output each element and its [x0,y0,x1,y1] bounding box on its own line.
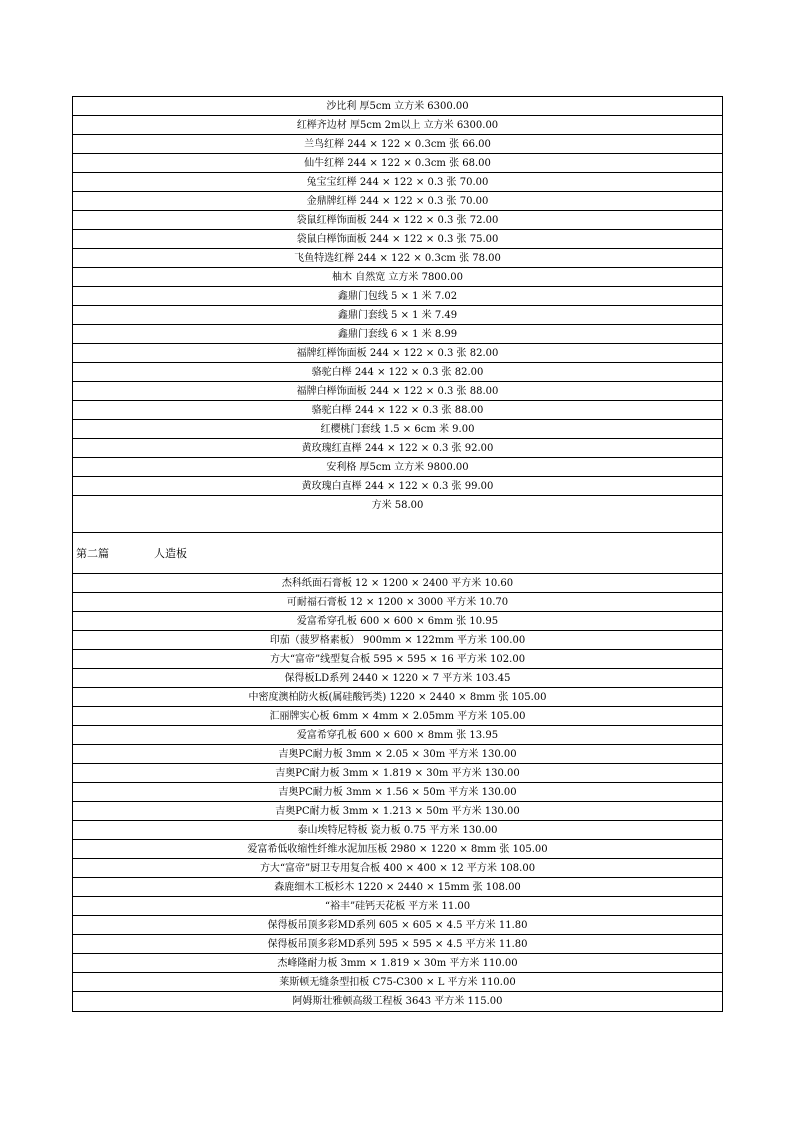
table-row: 泰山埃特尼特板 瓷力板 0.75 平方米 130.00 [73,821,722,840]
table-row: 福牌白榉饰面板 244 × 122 × 0.3 张 88.00 [73,382,722,401]
table-row: 汇丽牌实心板 6mm × 4mm × 2.05mm 平方米 105.00 [73,707,722,726]
table-row: 杰科纸面石膏板 12 × 1200 × 2400 平方米 10.60 [73,574,722,593]
blank-row [73,515,722,533]
table-row: 莱斯顿无缝条型扣板 C75-C300 × L 平方米 110.00 [73,973,722,992]
table-row: 红樱桃门套线 1.5 × 6cm 米 9.00 [73,420,722,439]
table-row: 吉奥PC耐力板 3mm × 2.05 × 30m 平方米 130.00 [73,745,722,764]
table-row: 红榉齐边材 厚5cm 2m以上 立方米 6300.00 [73,116,722,135]
table-row: 吉奥PC耐力板 3mm × 1.819 × 30m 平方米 130.00 [73,764,722,783]
table-row: 仙牛红榉 244 × 122 × 0.3cm 张 68.00 [73,154,722,173]
table-row: 黄玫瑰白直榉 244 × 122 × 0.3 张 99.00 [73,477,722,496]
table-row: 金鼎牌红榉 244 × 122 × 0.3 张 70.00 [73,192,722,211]
table-row: 袋鼠红榉饰面板 244 × 122 × 0.3 张 72.00 [73,211,722,230]
table-row: 飞鱼特选红榉 244 × 122 × 0.3cm 张 78.00 [73,249,722,268]
section-two-rows [73,574,722,1011]
table-row: 鑫鼎门套线 5 × 1 米 7.49 [73,306,722,325]
table-row: 印茄（菠罗格素板） 900mm × 122mm 平方米 100.00 [73,631,722,650]
table-row: “裕丰”硅钙天花板 平方米 11.00 [73,897,722,916]
table-row: 保得板LD系列 2440 × 1220 × 7 平方米 103.45 [73,669,722,688]
table-row: 吉奥PC耐力板 3mm × 1.56 × 50m 平方米 130.00 [73,783,722,802]
table-row: 袋鼠白榉饰面板 244 × 122 × 0.3 张 75.00 [73,230,722,249]
table-row: 中密度澳柏防火板(属硅酸钙类) 1220 × 2440 × 8mm 张 105.00 [73,688,722,707]
table-row: 方米 58.00 [371,500,424,511]
table-row: 杰峰隆耐力板 3mm × 1.819 × 30m 平方米 110.00 [73,954,722,973]
table-row: 沙比利 厚5cm 立方米 6300.00 [73,97,722,116]
table-row: 爱富希低收缩性纤维水泥加压板 2980 × 1220 × 8mm 张 105.00 [73,840,722,859]
price-table [72,96,723,1012]
table-row: 鑫鼎门包线 5 × 1 米 7.02 [73,287,722,306]
section-header [73,533,722,574]
table-row: 可耐福石膏板 12 × 1200 × 3000 平方米 10.70 [73,593,722,612]
table-row: 方大“富帝”厨卫专用复合板 400 × 400 × 12 平方米 108.00 [73,859,722,878]
table-row: 保得板吊顶多彩MD系列 605 × 605 × 4.5 平方米 11.80 [73,916,722,935]
table-row: 骆驼白榉 244 × 122 × 0.3 张 82.00 [73,363,722,382]
table-row: 福牌红榉饰面板 244 × 122 × 0.3 张 82.00 [73,344,722,363]
table-row: 爱富希穿孔板 600 × 600 × 8mm 张 13.95 [73,726,722,745]
table-row: 森鹿细木工板杉木 1220 × 2440 × 15mm 张 108.00 [73,878,722,897]
table-row: 安利格 厚5cm 立方米 9800.00 [73,458,722,477]
table-row: 黄玫瑰红直榉 244 × 122 × 0.3 张 92.00 [73,439,722,458]
table-row: 保得板吊顶多彩MD系列 595 × 595 × 4.5 平方米 11.80 [73,935,722,954]
section-title: 人造板 [154,547,187,560]
table-row: 兔宝宝红榉 244 × 122 × 0.3 张 70.00 [73,173,722,192]
section-number: 第二篇 [76,547,109,560]
table-row: 吉奥PC耐力板 3mm × 1.213 × 50m 平方米 130.00 [73,802,722,821]
table-row: 爱富希穿孔板 600 × 600 × 6mm 张 10.95 [73,612,722,631]
table-row: 柚木 自然宽 立方米 7800.00 [73,268,722,287]
section-one-rows [73,97,722,515]
table-row: 鑫鼎门套线 6 × 1 米 8.99 [73,325,722,344]
table-row: 方大“富帝”线型复合板 595 × 595 × 16 平方米 102.00 [73,650,722,669]
table-row: 阿姆斯壮雅顿高级工程板 3643 平方米 115.00 [292,996,503,1007]
table-row: 骆驼白榉 244 × 122 × 0.3 张 88.00 [73,401,722,420]
table-row: 兰鸟红榉 244 × 122 × 0.3cm 张 66.00 [73,135,722,154]
